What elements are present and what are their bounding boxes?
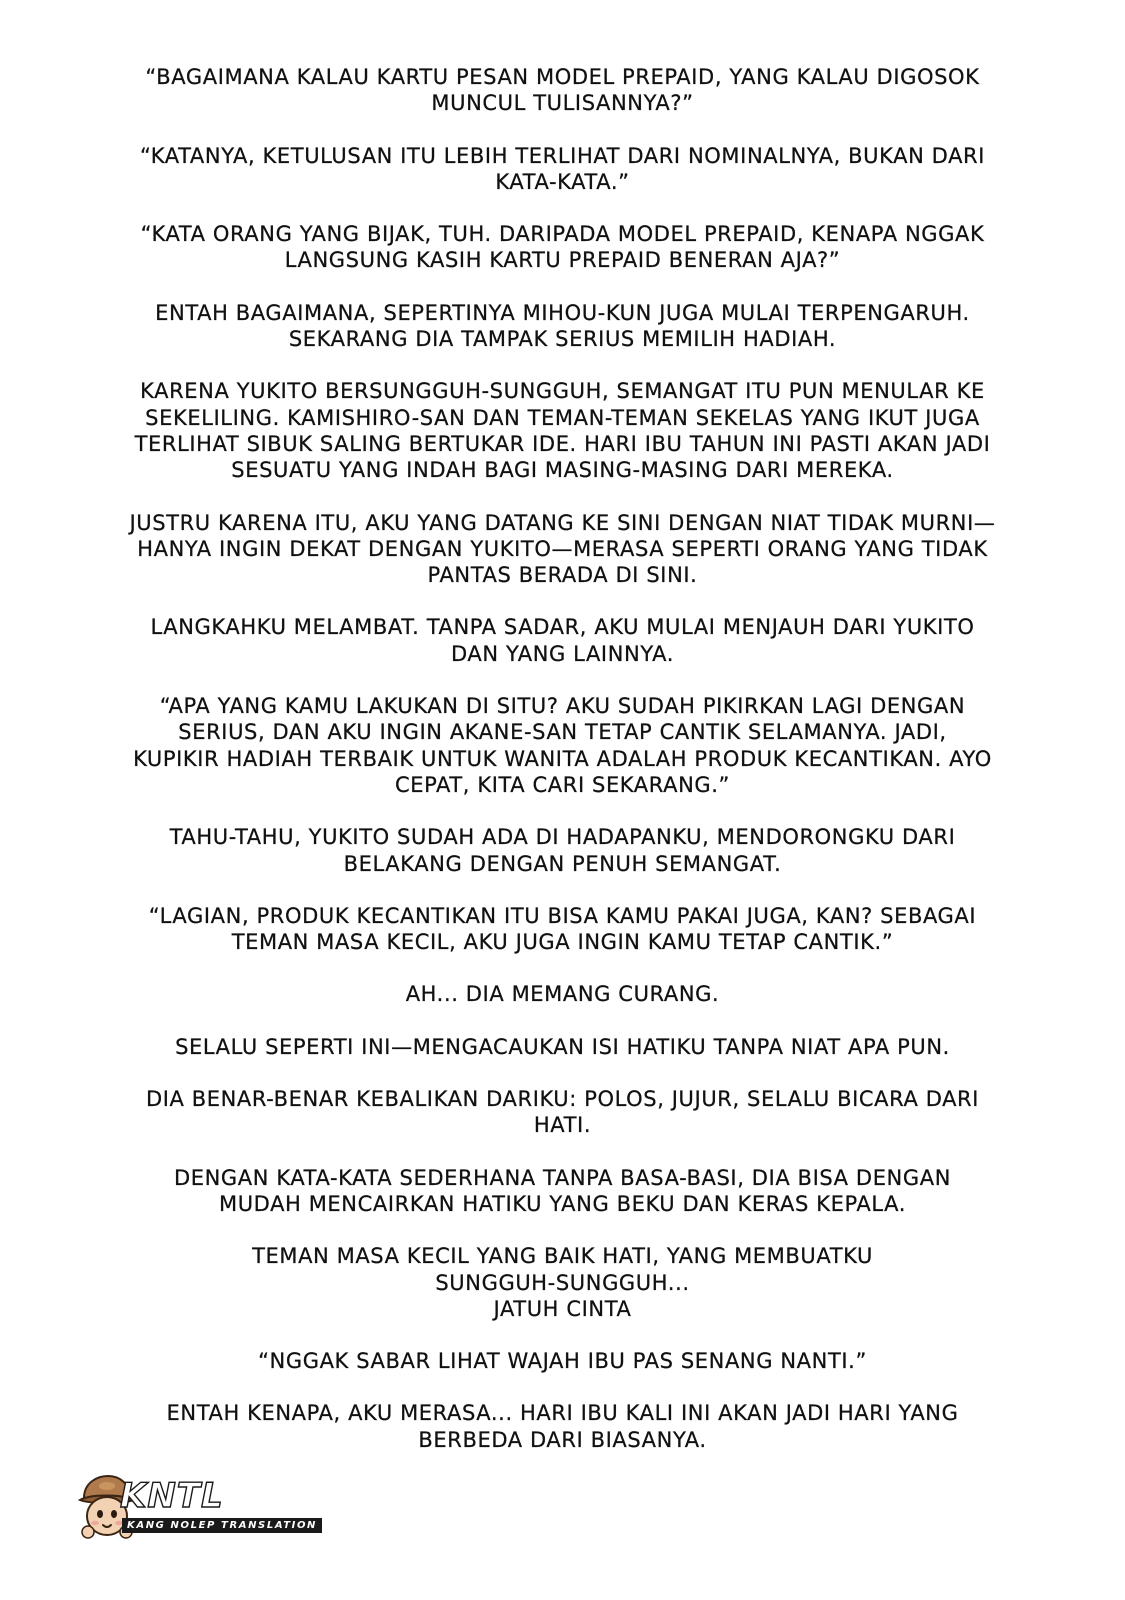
paragraph-11: AH... DIA MEMANG CURANG. [405,982,720,1007]
paragraph-4: ENTAH BAGAIMANA, SEPERTINYA MIHOU-KUN JUGA MULAI TERPENGARUH. SEKARANG DIA TAMPAK SERIUS MEMILIH HADIAH. [155,300,970,352]
paragraph-3: “KATA ORANG YANG BIJAK, TUH. DARIPADA MODEL PREPAID, KENAPA NGGAK LANGSUNG KASIH KARTU PREPAID BENERAN AJA?” [140,222,985,273]
paragraph-12: SELALU SEPERTI INI—MENGACAUKAN ISI HATIKU TANPA NIAT APA PUN. [175,1034,950,1059]
paragraph-16: “NGGAK SABAR LIHAT WAJAH IBU PAS SENANG NANTI.” [258,1349,867,1374]
paragraph-9: TAHU-TAHU, YUKITO SUDAH ADA DI HADAPANKU, MENDORONGKU DARI BELAKANG DENGAN PENUH SEMANGAT. [169,825,956,876]
paragraph-14: DENGAN KATA-KATA SEDERHANA TANPA BASA-BASI, DIA BISA DENGAN MUDAH MENCAIRKAN HATIKU YANG BEKU DAN KERAS KEPALA. [173,1165,952,1216]
paragraph-7: LANGKAHKU MELAMBAT. TANPA SADAR, AKU MULAI MENJAUH DARI YUKITO DAN YANG LAINNYA. [150,615,975,666]
paragraph-5: KARENA YUKITO BERSUNGGUH-SUNGGUH, SEMANGAT ITU PUN MENULAR KE SEKELILING. KAMISHIRO-SAN DAN TEMAN-TEMAN SEKELAS YANG IKUT JUGA TERLIHAT SIBUK SALING BERTUKAR IDE. HARI IBU TAHUN INI PASTI AKAN JADI SESUATU YANG INDAH BAGI MASING-MASING DARI MEREKA. [134,379,991,483]
paragraph-1: “BAGAIMANA KALAU KARTU PESAN MODEL PREPAID, YANG KALAU DIGOSOK MUNCUL TULISANNYA?” [145,65,980,116]
paragraph-15: TEMAN MASA KECIL YANG BAIK HATI, YANG MEMBUATKU SUNGGUH-SUNGGUH... JATUH CINTA [252,1244,873,1321]
logo-wordmark: KNTL [120,1476,224,1516]
text-body [43,64,1083,1453]
paragraph-13: DIA BENAR-BENAR KEBALIKAN DARIKU: POLOS, JUJUR, SELALU BICARA DARI HATI. [145,1087,980,1138]
translator-logo [76,1474,318,1544]
paragraph-10: “LAGIAN, PRODUK KECANTIKAN ITU BISA KAMU PAKAI JUGA, KAN? SEBAGAI TEMAN MASA KECIL, AKU JUGA INGIN KAMU TETAP CANTIK.” [148,903,977,955]
paragraph-8: “APA YANG KAMU LAKUKAN DI SITU? AKU SUDAH PIKIRKAN LAGI DENGAN SERIUS, DAN AKU INGIN AKANE-SAN TETAP CANTIK SELAMANYA. JADI, KUPIKIR HADIAH TERBAIK UNTUK WANITA ADALAH PRODUK KECANTIKAN. AYO CEPAT, KITA CARI SEKARANG.” [133,694,992,797]
paragraph-6: JUSTRU KARENA ITU, AKU YANG DATANG KE SINI DENGAN NIAT TIDAK MURNI— HANYA INGIN DEKAT DENGAN YUKITO—MERASA SEPERTI ORANG YANG TIDAK PANTAS BERADA DI SINI. [129,510,996,588]
paragraph-17: ENTAH KENAPA, AKU MERASA... HARI IBU KALI INI AKAN JADI HARI YANG BERBEDA DARI BIASANYA. [166,1401,959,1452]
paragraph-2: “KATANYA, KETULUSAN ITU LEBIH TERLIHAT DARI NOMINALNYA, BUKAN DARI KATA-KATA.” [139,143,986,194]
logo-tagline: KANG NOLEP TRANSLATION [122,1518,322,1533]
